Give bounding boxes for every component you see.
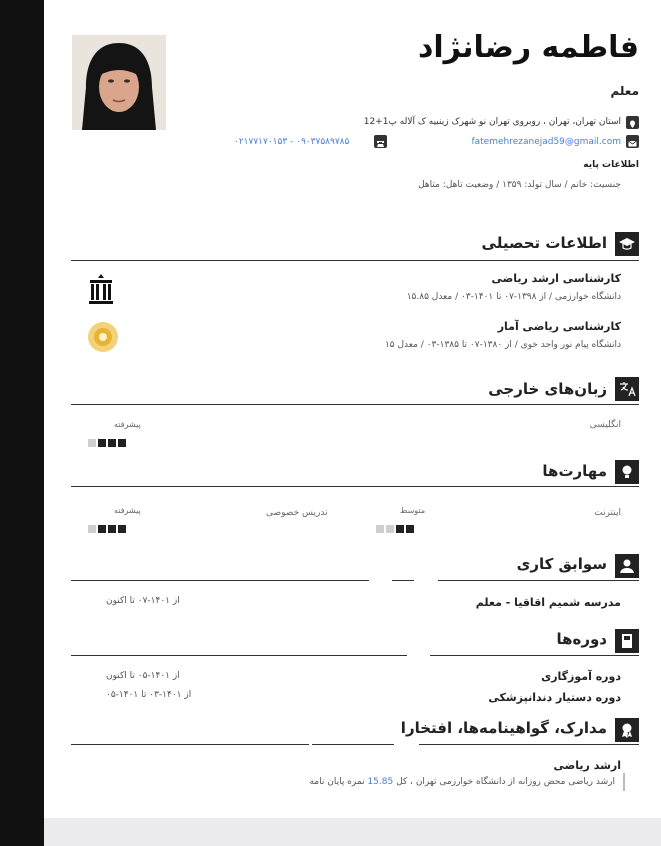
level-square: [88, 525, 96, 533]
level-square: [108, 525, 116, 533]
university-logo: [86, 272, 116, 308]
level-square: [386, 525, 394, 533]
person-icon: [615, 554, 639, 578]
cert-item-score: 15.85: [367, 777, 394, 787]
location-pin-icon: [626, 116, 639, 129]
education-item-degree: کارشناسی ارشد ریاضی: [491, 272, 621, 285]
cert-item-text: ارشد ریاضی محض روزانه از دانشگاه خوارزمی تهران ، کل 15.85 نمره پایان نامه: [309, 777, 615, 787]
certs-section-title: مدارک، گواهینامه‌ها، افتخارا: [400, 719, 607, 737]
award-icon: [615, 718, 639, 742]
language-level-bar: [86, 432, 126, 442]
work-divider: [438, 580, 639, 581]
level-square: [396, 525, 404, 533]
skills-divider: [71, 486, 639, 487]
education-item-detail: دانشگاه پیام نور واحد خوی / از ۱۳۸۰-۰۷ تا ۱۳۸۵-۰۳ / معدل ۱۵: [384, 340, 621, 350]
work-divider: [71, 580, 369, 581]
work-item-date: از ۱۴۰۱-۰۷ تا اکنون: [106, 596, 180, 606]
skill-name: اینترنت: [594, 508, 621, 518]
university-logo: [86, 320, 120, 354]
certs-divider: [419, 744, 639, 745]
education-section-title: اطلاعات تحصیلی: [481, 234, 607, 252]
level-square: [108, 439, 116, 447]
profile-photo: [72, 35, 166, 130]
full-name: فاطمه رضانژاد: [417, 30, 639, 65]
address-text: استان تهران، تهران ، روبروی تهران نو شهرک زینبیه ک آلاله پ1+12: [363, 117, 621, 127]
languages-section-title: زبان‌های خارجی: [488, 380, 607, 398]
language-level-label: پیشرفته: [114, 420, 141, 429]
certs-divider: [71, 744, 309, 745]
level-square: [98, 525, 106, 533]
courses-divider: [369, 655, 407, 656]
work-item-title: مدرسه شمیم اقاقیا - معلم: [475, 596, 621, 609]
skill-level-label: متوسط: [400, 506, 426, 515]
resume-page: [44, 0, 661, 818]
work-divider: [392, 580, 414, 581]
book-icon: [615, 629, 639, 653]
graduation-cap-icon: [615, 232, 639, 256]
level-square: [98, 439, 106, 447]
skill-level-label: پیشرفته: [114, 506, 141, 515]
cert-item-title: ارشد ریاضی: [553, 759, 621, 772]
level-square: [88, 439, 96, 447]
phone-icon: [374, 135, 387, 148]
education-item-detail: دانشگاه خوارزمی / از ۱۳۹۸-۰۷ تا ۱۴۰۱-۰۳ / معدل ۱۵.۸۵: [406, 292, 621, 302]
skill-name: تدریس خصوصی: [266, 508, 328, 518]
course-item-title: دوره دستیار دندانپزشکی: [488, 691, 621, 704]
skill-level-bar: [374, 518, 414, 528]
course-item-date: از ۱۴۰۱-۰۵ تا اکنون: [106, 671, 180, 681]
work-section-title: سوابق کاری: [516, 555, 607, 573]
basic-info-title: اطلاعات پایه: [583, 160, 639, 170]
level-square: [118, 525, 126, 533]
courses-divider: [430, 655, 639, 656]
basic-info-line: جنسیت: خانم / سال تولد: ۱۳۵۹ / وضعیت تاهل: متاهل: [418, 180, 621, 190]
job-title: معلم: [610, 84, 639, 98]
screen-frame-left: [0, 0, 44, 846]
courses-section-title: دوره‌ها: [556, 630, 607, 648]
skill-level-bar: [86, 518, 126, 528]
phone-numbers[interactable]: ۰۲۱۷۷۱۷۰۱۵۳ - ۰۹۰۳۷۵۸۹۷۸۵: [234, 137, 350, 147]
level-square: [376, 525, 384, 533]
course-item-date: از ۱۴۰۱-۰۳ تا ۱۴۰۱-۰۵: [106, 690, 192, 700]
course-item-title: دوره آموزگاری: [541, 670, 621, 683]
education-divider: [71, 260, 639, 261]
level-square: [406, 525, 414, 533]
email-link[interactable]: fatemehrezanejad59@gmail.com: [471, 137, 621, 147]
skills-section-title: مهارت‌ها: [542, 462, 607, 480]
certs-divider: [312, 744, 394, 745]
cert-item-rule: [623, 773, 625, 791]
email-icon: [626, 135, 639, 148]
level-square: [118, 439, 126, 447]
courses-divider: [71, 655, 369, 656]
language-name: انگلیسی: [589, 420, 621, 430]
lightbulb-icon: [615, 460, 639, 484]
languages-divider: [71, 404, 639, 405]
translate-icon: [615, 377, 639, 401]
education-item-degree: کارشناسی ریاضی آمار: [497, 320, 621, 333]
screen-frame-bottom: [44, 818, 661, 846]
